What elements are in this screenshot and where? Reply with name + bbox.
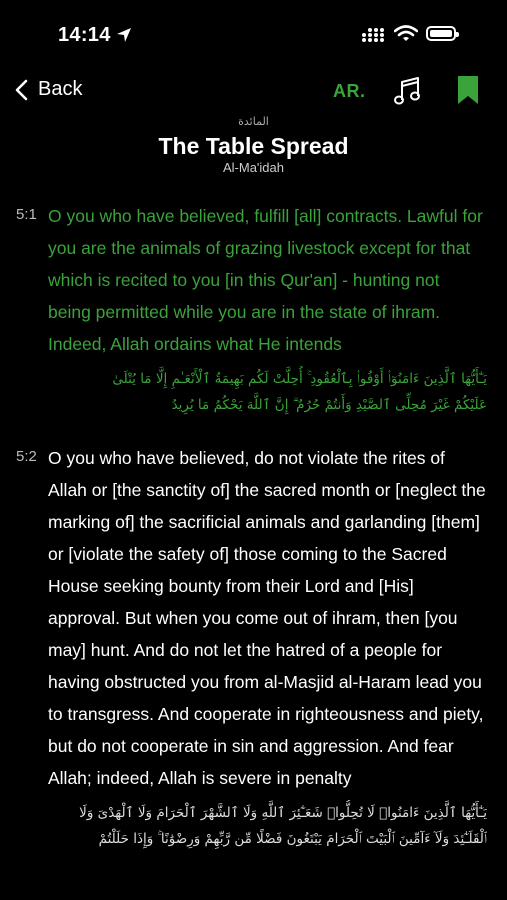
page-title: The Table Spread xyxy=(158,133,349,159)
back-button[interactable] xyxy=(14,78,82,101)
verse-item[interactable] xyxy=(0,442,507,852)
verse-number: 5:1 xyxy=(16,206,37,223)
verse-arabic-line: عَلَيْكُمْ غَيْرَ مُحِلِّى ٱلصَّيْدِ وَأَنتُمْ حُرُمٌ ۗ إِنَّ ٱللَّهَ يَحْكُمُ مَا يُرِيدُ xyxy=(171,397,487,413)
verse-translation: O you who have believed, fulfill [all] contracts. Lawful for you are the animals of grazing livestock except for that which is recited to you [in this Qur'an] - hunting not being permitted while you are in the state of ihram. Indeed, Allah ordains what He intends xyxy=(48,206,483,354)
music-note-icon[interactable] xyxy=(394,76,422,106)
surah-transliteration: Al-Ma'idah xyxy=(222,160,284,175)
verse-arabic-line: يَـٰٓأَيُّهَا ٱلَّذِينَ ءَامَنُوٓا۟ أَوْفُوا۟ بِٱلْعُقُودِ ۚ أُحِلَّتْ لَكُم بَهِيمَةُ ٱلْأَنْعَـٰمِ إِلَّا مَا يُتْلَىٰ xyxy=(112,371,487,387)
battery-icon xyxy=(426,26,456,41)
verse-arabic-line: يَـٰٓأَيُّهَا ٱلَّذِينَ ءَامَنُوا۟ لَا تُحِلُّوا۟ شَعَـٰٓئِرَ ٱللَّهِ وَلَا ٱلشَّهْرَ ٱلْحَرَامَ وَلَا ٱلْهَدْىَ وَلَا xyxy=(79,805,487,821)
arabic-toggle-button[interactable]: AR. xyxy=(333,81,366,101)
surah-arabic-name: المائدة xyxy=(238,115,269,128)
status-bar xyxy=(0,0,507,70)
verse-number: 5:2 xyxy=(16,448,37,465)
verse-translation: O you who have believed, do not violate the rites of Allah or [the sanctity of] the sacred month or [neglect the marking of] the sacrificial animals and garlanding [them] or [violate the safety of] those coming to the Sacred House seeking bounty from their Lord and [His] approval. But when you come out of ihram, then [you may] hunt. And do not let the hatred of a people for having obstructed you from al-Masjid al-Haram lead you to transgress. And cooperate in righteousness and piety, but do not cooperate in sin and aggression. And fear Allah; indeed, Allah is severe in penalty xyxy=(48,448,486,788)
status-time: 14:14 xyxy=(58,24,111,46)
verse-item[interactable] xyxy=(0,200,507,418)
verse-arabic-line: ٱلْقَلَـٰٓئِدَ وَلَآ ءَآمِّينَ ٱلْبَيْتَ ٱلْحَرَامَ يَبْتَغُونَ فَضْلًا مِّن رَّبِّهِمْ وَرِضْوَٰنًا ۚ وَإِذَا حَلَلْتُمْ xyxy=(98,831,487,847)
location-arrow-icon xyxy=(116,27,132,43)
chevron-left-icon xyxy=(14,79,28,101)
surah-header xyxy=(0,114,507,176)
verse-list xyxy=(0,200,507,852)
cellular-signal-icon xyxy=(361,27,385,43)
bookmark-icon[interactable] xyxy=(455,74,481,106)
wifi-icon xyxy=(394,25,418,43)
back-label: Back xyxy=(38,78,83,100)
nav-bar xyxy=(0,70,507,114)
